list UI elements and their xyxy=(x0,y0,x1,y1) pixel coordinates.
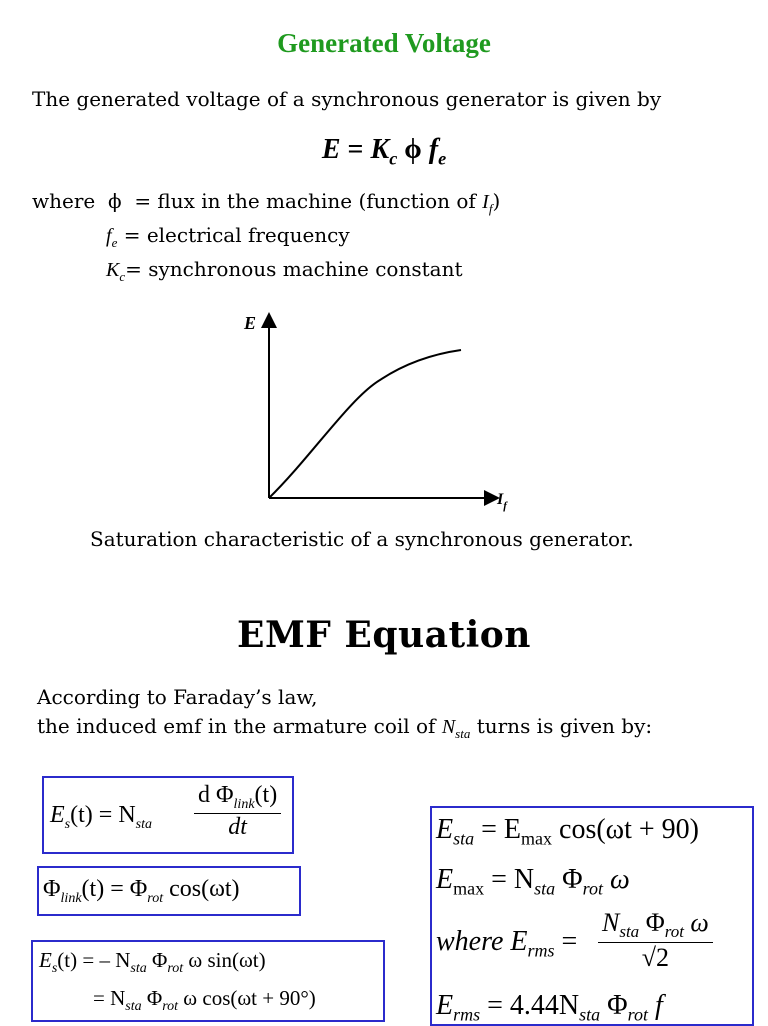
saturation-graph xyxy=(230,308,530,518)
faraday-line-1: According to Faraday’s law, xyxy=(37,685,318,709)
equation-box-es-derivation: $E_s(t)$ = – $N_{sta}$ $\Phi_{rot}$ ω sin(ωt) = $N_{sta}$ $\Phi_{rot}$ ω cos(ωt + 90°) xyxy=(31,940,385,1022)
graph-caption: Saturation characteristic of a synchronous generator. xyxy=(90,527,634,551)
definition-constant: $K_c=$ synchronous machine constant xyxy=(106,257,463,284)
equation-box-phi: $\Phi_{link}(t) = \Phi_{rot}$ cos(ωt) xyxy=(37,866,301,916)
saturation-curve xyxy=(269,350,461,498)
faraday-line-2: the induced emf in the armature coil of $N_{sta}$ turns is given by: xyxy=(37,714,653,741)
equation-box-es: $E_s(t) = N_{sta}$ d $\Phi_{link}(t)$ dt xyxy=(42,776,294,854)
section-heading: Generated Voltage xyxy=(277,28,491,58)
definition-flux: where ϕ = flux in the machine (function of $I_f$) xyxy=(32,189,501,216)
y-axis-label: E xyxy=(244,313,257,333)
equation-box-rms: $E_{sta} = E_{max}$ cos(ωt + 90) $E_{max} = N_{sta}$ $\Phi_{rot}$ ω where $E_{rms}$ = $N_{sta}$ $\Phi_{rot}$ ω √2 $E_{rms} = 4.44N_{sta}$ $\Phi_{rot}$ f xyxy=(430,806,754,1026)
emf-heading: EMF Equation xyxy=(237,614,531,656)
intro-text: The generated voltage of a synchronous generator is given by xyxy=(32,87,662,111)
definition-frequency: $f_e$ = electrical frequency xyxy=(106,223,350,250)
main-equation: $E = K_c$ ϕ $f_e$ xyxy=(321,134,447,169)
x-axis-label: $I_f$ xyxy=(497,491,507,512)
